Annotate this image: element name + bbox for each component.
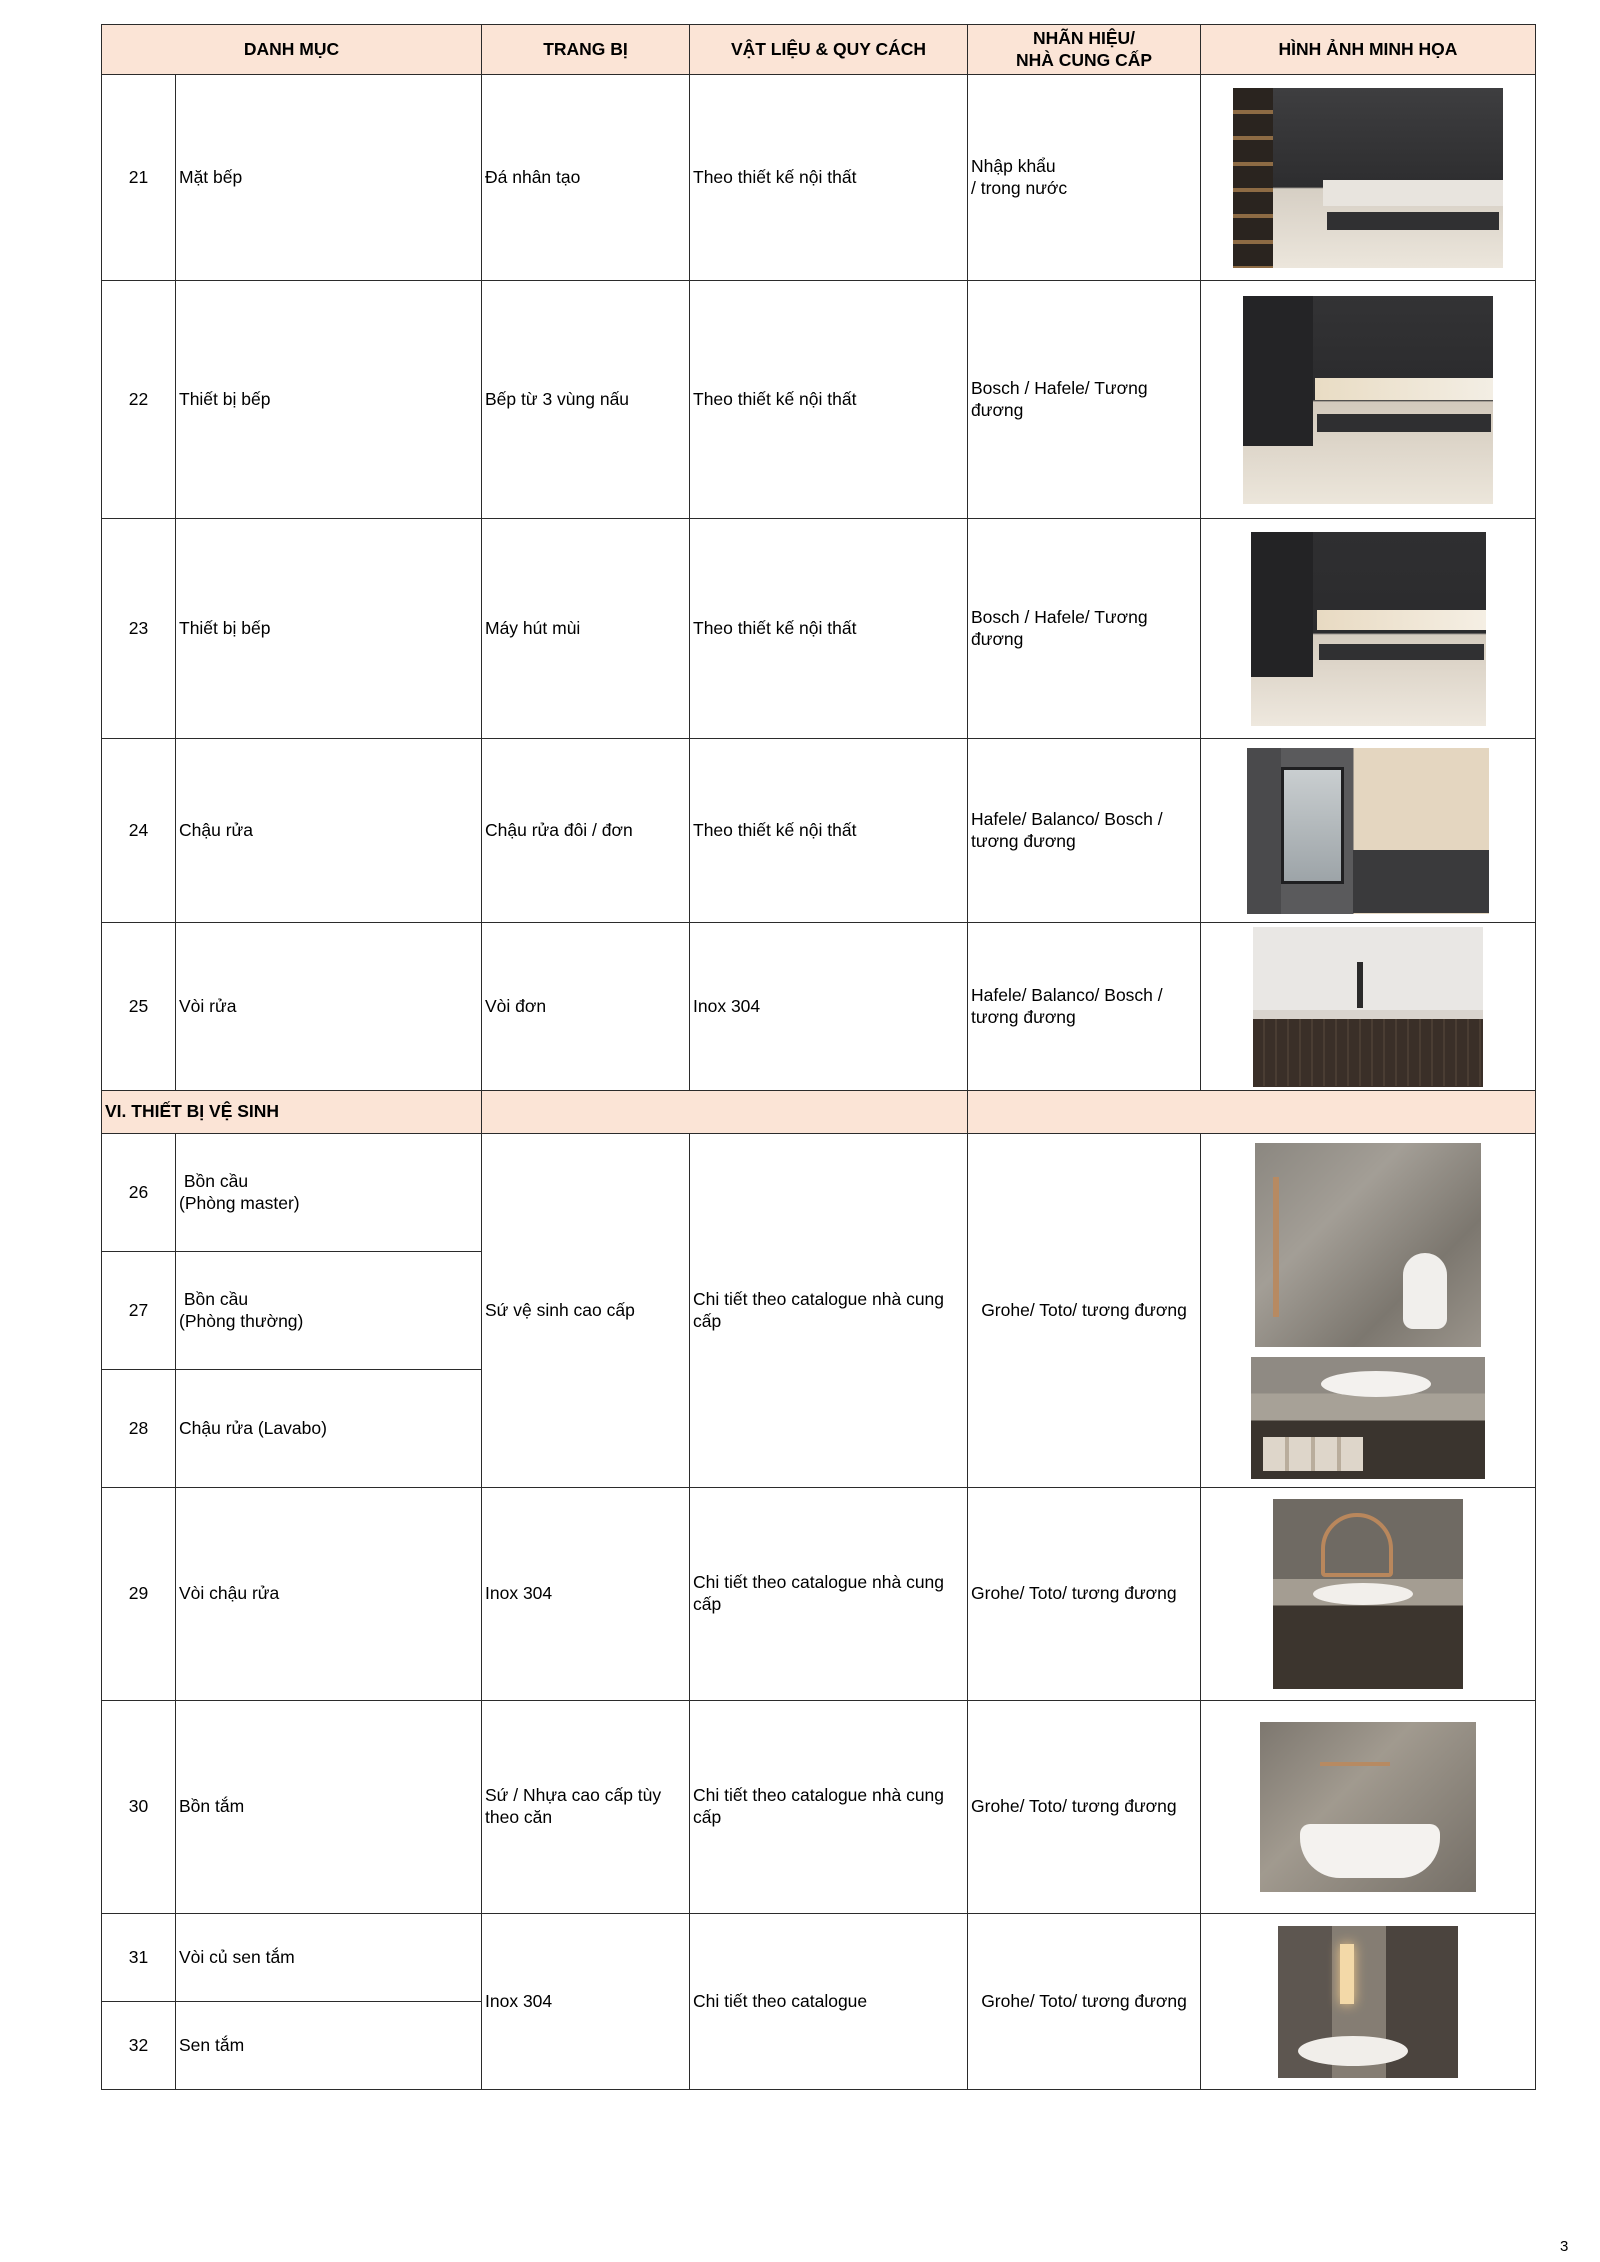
row-number: 24 [102,739,176,923]
header-brand [968,25,1201,75]
row-number: 21 [102,75,176,281]
row-equipment [482,1701,690,1914]
kitchen-hood-photo-icon [1251,532,1486,726]
category-line2: (Phòng master) [179,1192,300,1213]
row-equipment: Inox 304 [482,1488,690,1701]
material-line1: Chi tiết theo catalogue nhà cung [693,1572,945,1593]
table-row [102,1701,1536,1914]
material-line1: Chi tiết theo catalogue nhà cung [693,1288,945,1309]
row-category: Vòi củ sen tắm [176,1914,482,2002]
row-number: 27 [102,1252,176,1370]
header-brand-line2: NHÀ CUNG CẤP [1015,49,1153,70]
brand-line2: tương đương [971,1006,1076,1027]
row-material: Inox 304 [690,923,968,1091]
header-brand-line1: NHÃN HIỆU/ [1032,27,1136,48]
table-row [102,739,1536,923]
header-image: HÌNH ẢNH MINH HỌA [1201,25,1536,75]
table-row [102,519,1536,739]
row-material: Theo thiết kế nội thất [690,75,968,281]
kitchen-hob-photo-icon [1243,296,1493,504]
kitchen-countertop-photo-icon [1233,88,1503,268]
brand-line2: tương đương [971,830,1076,851]
row-category: Bồn tắm [176,1701,482,1914]
row-number: 30 [102,1701,176,1914]
brand-line1: Bosch / Hafele/ Tương [971,606,1148,627]
row-equipment: Đá nhân tạo [482,75,690,281]
row-equipment: Máy hút mùi [482,519,690,739]
row-brand: Grohe/ Toto/ tương đương [968,1701,1201,1914]
row-number: 28 [102,1370,176,1488]
row-material: Theo thiết kế nội thất [690,281,968,519]
row-category [176,1252,482,1370]
row-number: 26 [102,1134,176,1252]
row-category [176,1134,482,1252]
row-brand [968,923,1201,1091]
kitchen-sink-photo-icon [1247,748,1489,914]
category-line1: Bồn cầu [179,1170,249,1191]
row-brand [968,519,1201,739]
bathtub-photo-icon [1260,1722,1476,1892]
row-number: 23 [102,519,176,739]
row-image-cell [1201,519,1536,739]
category-line1: Bồn cầu [179,1288,249,1309]
header-category: DANH MỤC [102,25,482,75]
row-number: 32 [102,2002,176,2090]
equipment-line2: theo căn [485,1807,553,1827]
table-row [102,75,1536,281]
row-brand [968,281,1201,519]
row-category: Vòi chậu rửa [176,1488,482,1701]
section-filler [968,1091,1536,1134]
material-line2: cấp [693,1594,722,1614]
header-material: VẬT LIỆU & QUY CÁCH [690,25,968,75]
row-image-cell [1201,1914,1536,2090]
row-category: Chậu rửa (Lavabo) [176,1370,482,1488]
row-category: Chậu rửa [176,739,482,923]
kitchen-faucet-photo-icon [1253,927,1483,1087]
row-image-cell [1201,1488,1536,1701]
row-number: 29 [102,1488,176,1701]
section-title: VI. THIẾT BỊ VỆ SINH [102,1091,482,1134]
row-equipment: Sứ vệ sinh cao cấp [482,1134,690,1488]
brand-line2: / trong nước [971,177,1068,198]
brand-line1: Nhập khẩu [971,155,1056,176]
page-number: 3 [1560,2238,1569,2255]
row-category: Thiết bị bếp [176,519,482,739]
row-category: Sen tắm [176,2002,482,2090]
section-filler [482,1091,968,1134]
row-brand [968,739,1201,923]
row-image-cell [1201,75,1536,281]
row-image-cell [1201,281,1536,519]
section-header-row [102,1091,1536,1134]
table-row [102,923,1536,1091]
header-row [102,25,1536,75]
row-brand: Grohe/ Toto/ tương đương [968,1134,1201,1488]
row-category: Mặt bếp [176,75,482,281]
row-category: Vòi rửa [176,923,482,1091]
row-material [690,1488,968,1701]
row-category: Thiết bị bếp [176,281,482,519]
basin-faucet-photo-icon [1273,1499,1463,1689]
row-image-cell [1201,923,1536,1091]
category-line2: (Phòng thường) [179,1310,304,1331]
lavabo-photo-icon [1251,1357,1485,1479]
brand-line2: đương [971,399,1024,420]
material-line2: cấp [693,1310,722,1331]
row-brand: Grohe/ Toto/ tương đương [968,1914,1201,2090]
table-row [102,281,1536,519]
table-row [102,1488,1536,1701]
table-row [102,1914,1536,2002]
material-line2: cấp [693,1807,722,1827]
row-material: Chi tiết theo catalogue [690,1914,968,2090]
brand-line1: Hafele/ Balanco/ Bosch / [971,984,1163,1005]
material-line1: Chi tiết theo catalogue nhà cung [693,1785,945,1806]
row-number: 22 [102,281,176,519]
row-image-cell [1201,1134,1536,1488]
brand-line1: Hafele/ Balanco/ Bosch / [971,808,1163,829]
equipment-line1: Sứ / Nhựa cao cấp tùy [485,1785,662,1806]
row-material: Theo thiết kế nội thất [690,739,968,923]
row-image-cell [1201,1701,1536,1914]
row-number: 31 [102,1914,176,2002]
brand-line2: đương [971,628,1024,649]
equipment-spec-table [101,24,1536,2090]
row-equipment: Inox 304 [482,1914,690,2090]
brand-line1: Bosch / Hafele/ Tương [971,377,1148,398]
row-equipment: Bếp từ 3 vùng nấu [482,281,690,519]
table-row [102,1134,1536,1252]
row-material [690,1134,968,1488]
row-equipment: Vòi đơn [482,923,690,1091]
row-material: Theo thiết kế nội thất [690,519,968,739]
row-brand: Grohe/ Toto/ tương đương [968,1488,1201,1701]
row-material [690,1701,968,1914]
row-image-cell [1201,739,1536,923]
toilet-photo-icon [1255,1143,1481,1347]
row-number: 25 [102,923,176,1091]
header-equipment: TRANG BỊ [482,25,690,75]
shower-photo-icon [1278,1926,1458,2078]
row-equipment: Chậu rửa đôi / đơn [482,739,690,923]
row-brand [968,75,1201,281]
